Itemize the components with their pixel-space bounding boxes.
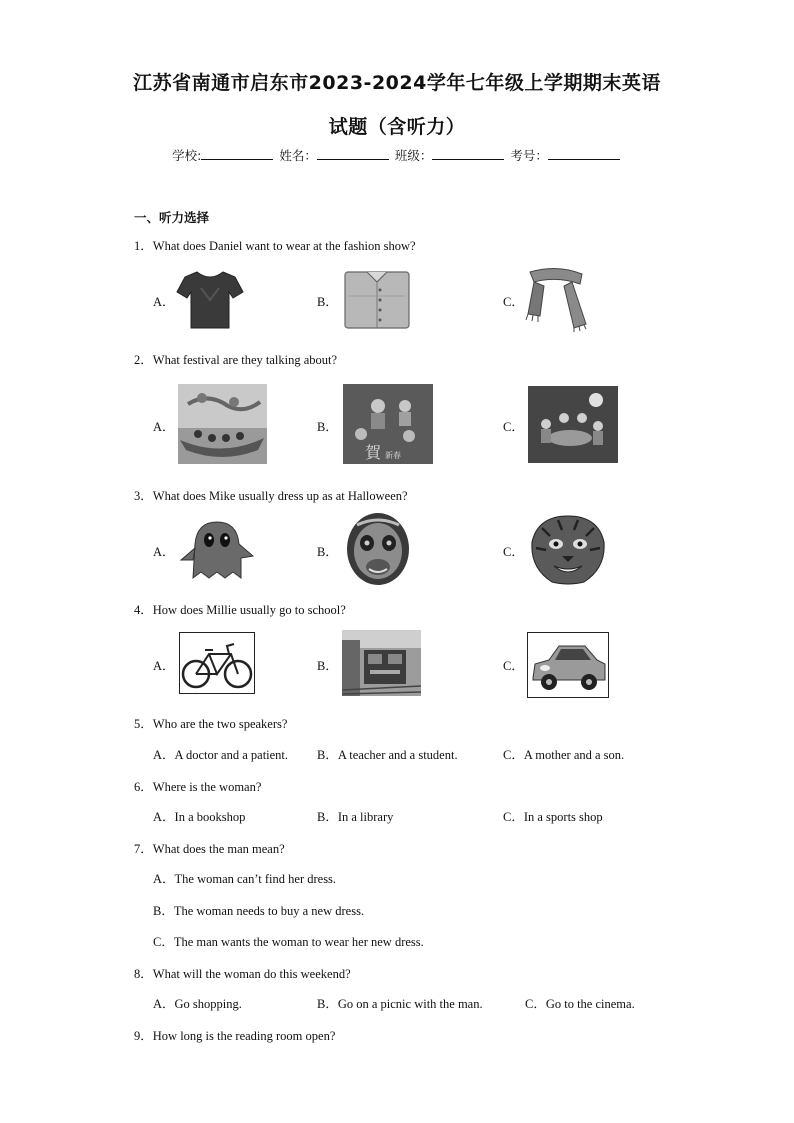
name-label: 姓名： [279, 148, 317, 163]
tiger-mask-icon [528, 512, 608, 586]
school-label: 学校: [172, 148, 202, 163]
question-6 [134, 777, 261, 795]
question-7 [134, 839, 285, 857]
option-b[interactable]: B．Go on a picnic with the man. [317, 997, 483, 1011]
option-b[interactable]: B．The woman needs to buy a new dress. [153, 904, 365, 918]
svg-text:新春: 新春 [385, 451, 401, 460]
question-4 [134, 600, 346, 618]
question-text: Where is the woman? [152, 780, 262, 794]
option-a[interactable]: A．Go shopping. [153, 997, 242, 1011]
question-text: What does Mike usually dress up as at Halloween? [152, 489, 408, 503]
number-label: 考号： [510, 148, 548, 163]
question-number: 2． [134, 353, 153, 367]
question-text: Who are the two speakers? [152, 717, 288, 731]
question-text: How does Millie usually go to school? [152, 603, 346, 617]
question-text: How long is the reading room open? [152, 1029, 336, 1043]
car-picture [527, 632, 609, 698]
question-number: 6． [134, 780, 153, 794]
monkey-mask-icon [345, 511, 411, 587]
question-number: 7． [134, 842, 153, 856]
option-b-label[interactable]: B． [317, 545, 338, 559]
class-blank[interactable] [432, 147, 504, 160]
name-blank[interactable] [317, 147, 389, 160]
school-blank[interactable] [201, 147, 273, 160]
option-a-label[interactable]: A． [153, 420, 175, 434]
question-number: 4． [134, 603, 153, 617]
shirt-icon [343, 266, 411, 330]
option-a[interactable]: A．In a bookshop [153, 810, 246, 824]
question-number: 3． [134, 489, 153, 503]
ghost-icon [179, 518, 255, 580]
option-a-label[interactable]: A． [153, 659, 175, 673]
option-b-label[interactable]: B． [317, 420, 338, 434]
option-c-label[interactable]: C． [503, 659, 524, 673]
option-c[interactable]: C．In a sports shop [503, 810, 603, 824]
section-title: 一、听力选择 [134, 210, 210, 225]
question-number: 1． [134, 239, 153, 253]
t-shirt-icon [175, 268, 245, 330]
option-b[interactable]: B．A teacher and a student. [317, 748, 458, 762]
question-8 [134, 964, 351, 982]
train-picture [342, 630, 421, 696]
question-5 [134, 714, 287, 732]
document-title-line-2: 试题（含听力） [328, 116, 466, 138]
option-b-label[interactable]: B． [317, 659, 338, 673]
bicycle-picture [179, 632, 255, 694]
question-text: What festival are they talking about? [152, 353, 338, 367]
option-c-label[interactable]: C． [503, 295, 524, 309]
question-9 [134, 1026, 335, 1044]
question-number: 5． [134, 717, 153, 731]
option-c[interactable]: C．A mother and a son. [503, 748, 625, 762]
option-c-label[interactable]: C． [503, 420, 524, 434]
question-2 [134, 350, 337, 368]
spring-festival-picture [343, 384, 433, 464]
option-a[interactable]: A．The woman can’t find her dress. [153, 872, 337, 886]
option-a-label[interactable]: A． [153, 545, 175, 559]
option-b[interactable]: B．In a library [317, 810, 394, 824]
option-b-label[interactable]: B． [317, 295, 338, 309]
dragon-boat-festival-picture [178, 384, 267, 464]
class-label: 班级： [394, 148, 433, 163]
option-c[interactable]: C．Go to the cinema. [525, 997, 635, 1011]
option-a[interactable]: A．A doctor and a patient. [153, 748, 289, 762]
question-1 [134, 236, 416, 254]
question-number: 8． [134, 967, 153, 981]
option-c[interactable]: C．The man wants the woman to wear her new dress. [153, 935, 424, 949]
question-3 [134, 486, 408, 504]
mid-autumn-festival-picture [528, 386, 618, 463]
scarf-icon [524, 266, 590, 332]
question-text: What does the man mean? [152, 842, 285, 856]
svg-text:賀: 賀 [365, 443, 382, 462]
number-blank[interactable] [548, 147, 620, 160]
student-info-line [0, 146, 794, 164]
question-number: 9． [134, 1029, 153, 1043]
question-text: What does Daniel want to wear at the fashion show? [152, 239, 416, 253]
document-title-line-1: 江苏省南通市启东市2023-2024学年七年级上学期期末英语 [133, 72, 661, 94]
option-a-label[interactable]: A． [153, 295, 175, 309]
question-text: What will the woman do this weekend? [152, 967, 351, 981]
option-c-label[interactable]: C． [503, 545, 524, 559]
